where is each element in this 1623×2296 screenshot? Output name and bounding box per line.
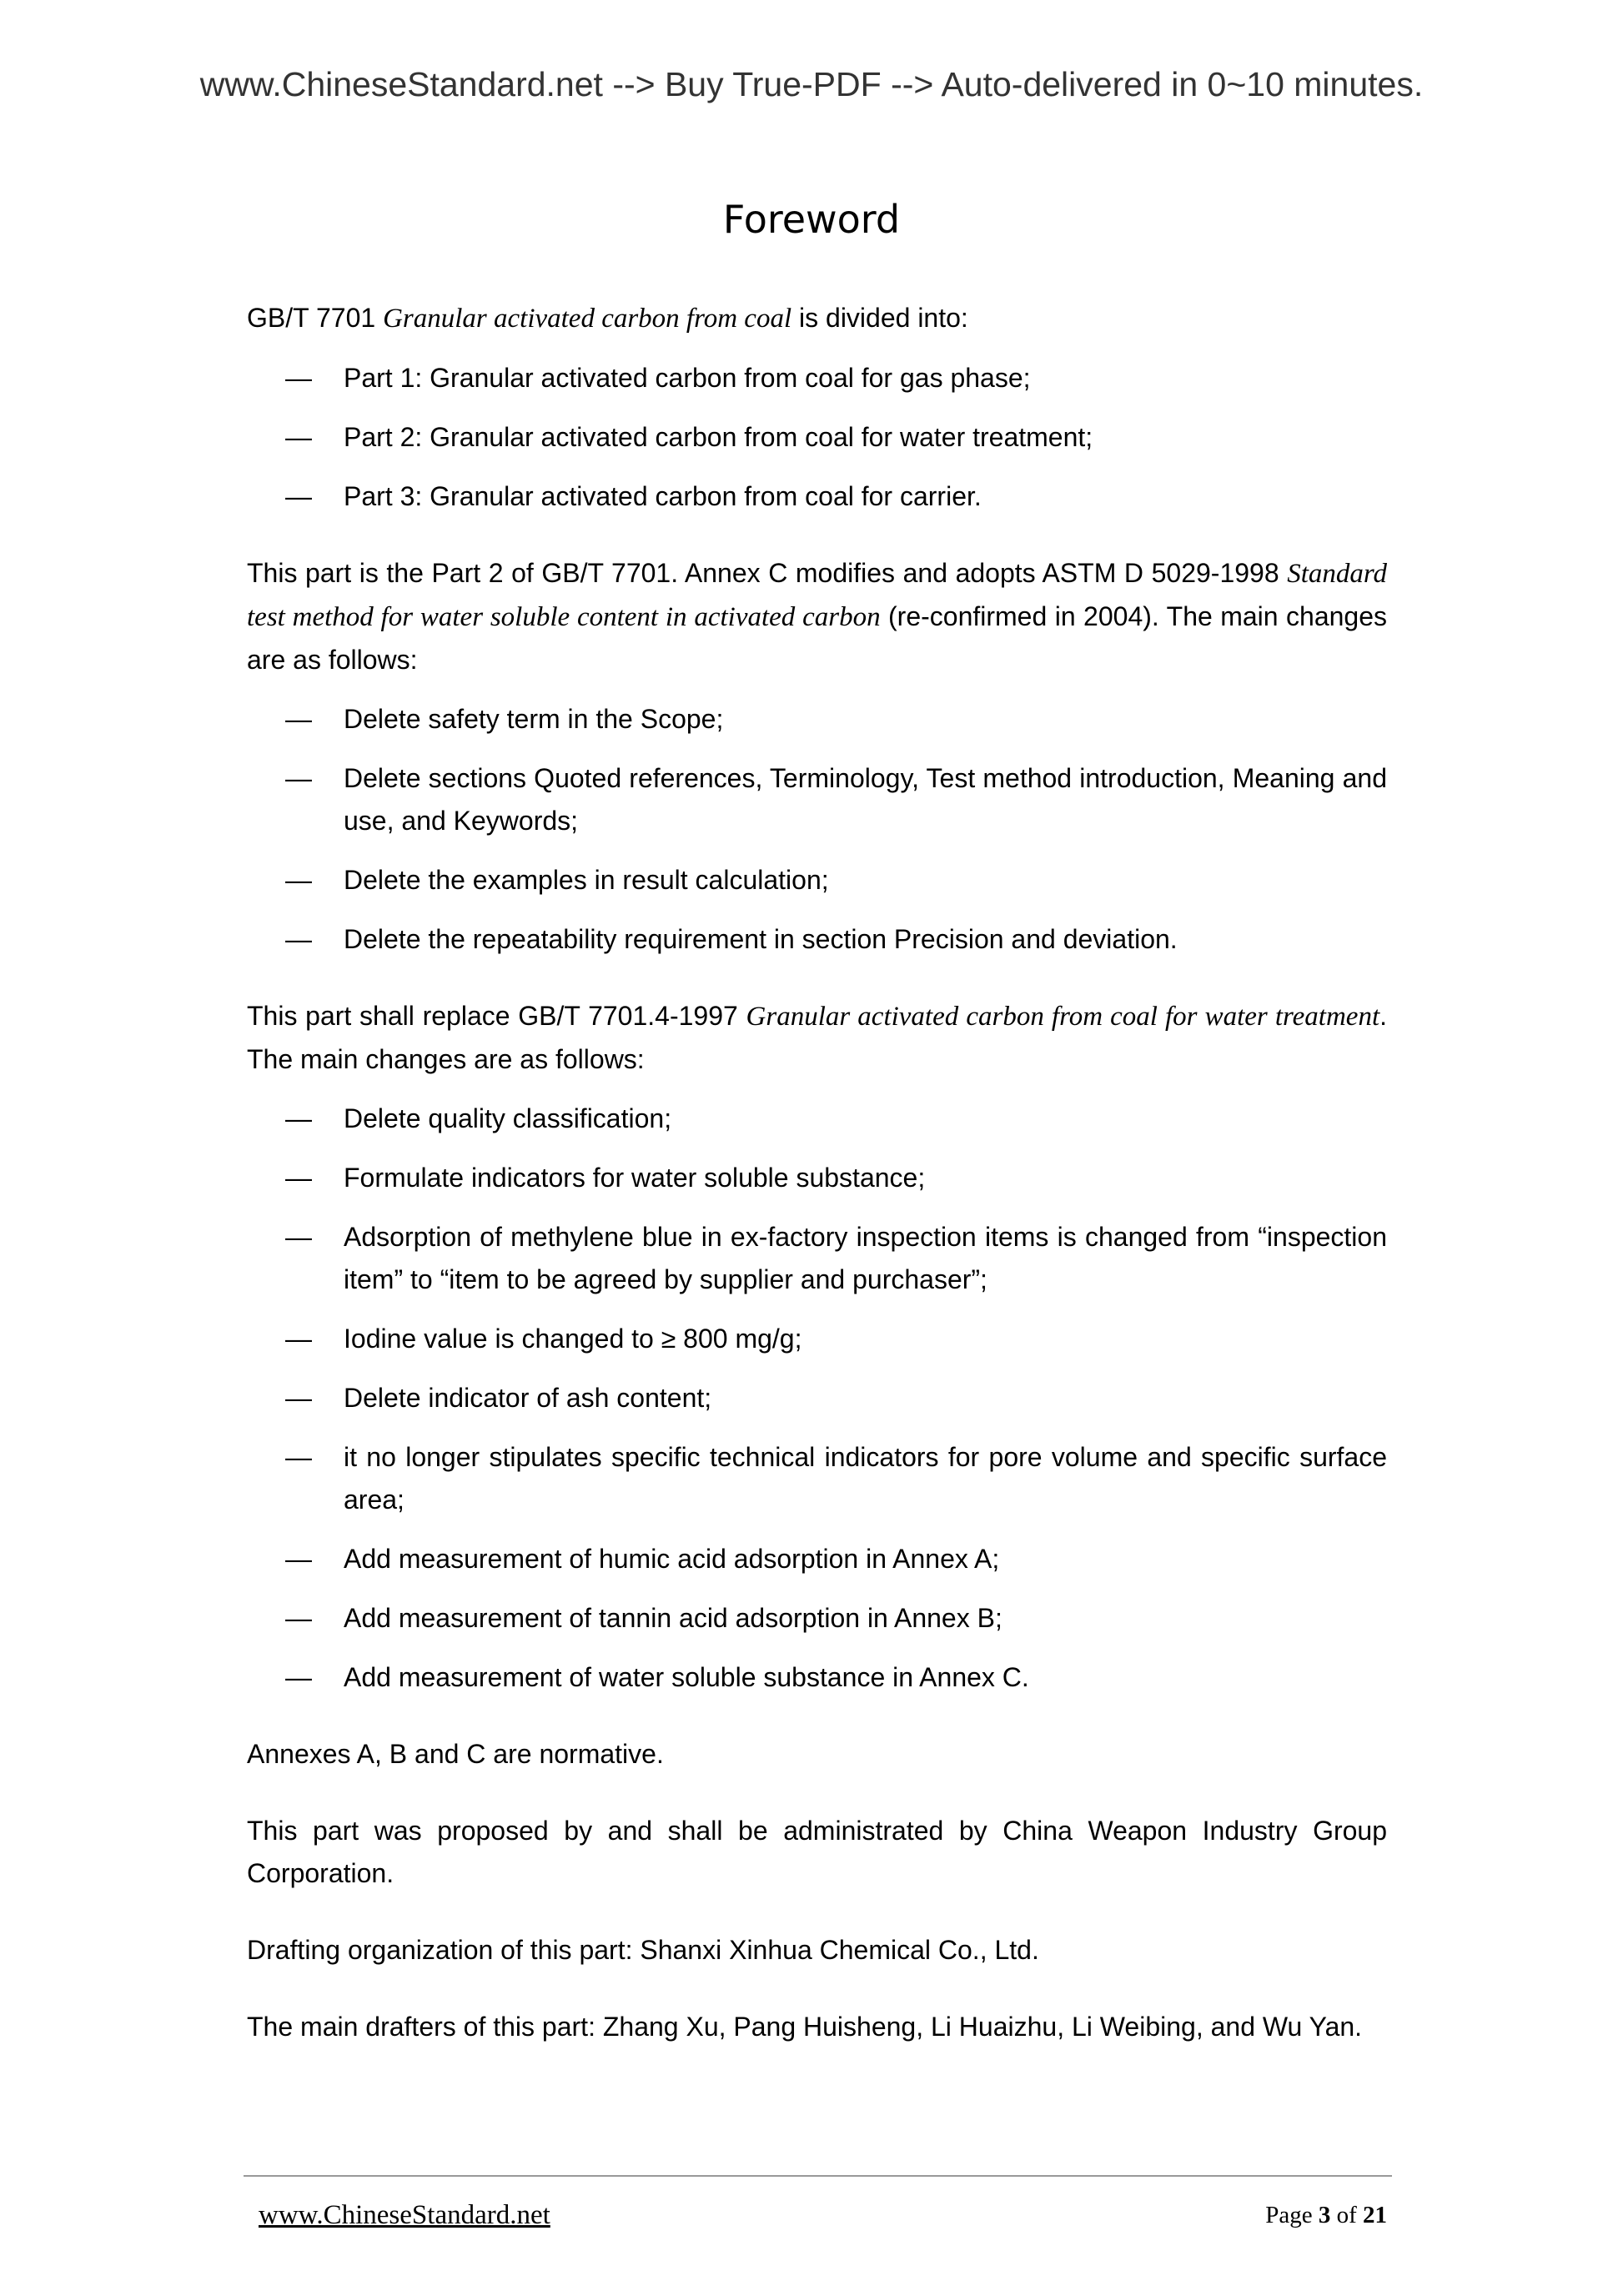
- list-item: [247, 1318, 1387, 1360]
- paragraph: [247, 297, 1387, 340]
- text-segment: Annexes A, B and C are normative.: [247, 1739, 664, 1769]
- list-item: [247, 918, 1387, 961]
- list-item-text: Iodine value is changed to ≥ 800 mg/g;: [344, 1324, 802, 1354]
- list-item: [247, 1377, 1387, 1419]
- dash-bullet: —: [285, 704, 312, 734]
- text-segment: (re-confirmed in 2004). The main changes are as follows:: [247, 601, 1388, 675]
- text-segment: The main drafters of this part: Zhang Xu, Pang Huisheng, Li Huaizhu, Li Weibing, and Wu Yan.: [247, 2012, 1363, 2042]
- text-segment: This part is the Part 2 of GB/T 7701. Annex C modifies and adopts ASTM D 5029-1998: [247, 558, 1288, 588]
- text-segment: GB/T 7701: [247, 303, 384, 333]
- text-segment: is divided into:: [791, 303, 968, 333]
- dash-bullet: —: [285, 1544, 312, 1574]
- dash-bullet: —: [285, 422, 312, 452]
- page-of: of: [1330, 2202, 1363, 2228]
- list-item-text: Delete safety term in the Scope;: [344, 704, 724, 734]
- dash-bullet: —: [285, 1662, 312, 1692]
- dash-bullet: —: [285, 1442, 312, 1472]
- list-item-text: Delete sections Quoted references, Terminology, Test method introduction, Meaning and use, and Keywords;: [344, 763, 1387, 836]
- list-item: [247, 859, 1387, 902]
- list-item: [247, 475, 1387, 518]
- list-item-text: Delete indicator of ash content;: [344, 1383, 712, 1413]
- list-item: [247, 1216, 1387, 1301]
- paragraph: [247, 995, 1387, 1081]
- page-number: [1265, 2202, 1387, 2229]
- paragraph: [247, 552, 1387, 681]
- dash-bullet: —: [285, 1163, 312, 1193]
- dash-bullet: —: [285, 763, 312, 793]
- dash-bullet: —: [285, 481, 312, 511]
- page-prefix: Page: [1265, 2202, 1319, 2228]
- dash-bullet: —: [285, 1222, 312, 1252]
- dash-bullet: —: [285, 1324, 312, 1354]
- list-item: [247, 1436, 1387, 1521]
- dash-bullet: —: [285, 363, 312, 393]
- page-title: Foreword: [722, 197, 901, 242]
- list-item-text: Adsorption of methylene blue in ex-factory inspection items is changed from “inspection item” to “item to be agreed by supplier and purchaser”;: [344, 1222, 1387, 1294]
- italic-title: Granular activated carbon from coal: [383, 304, 792, 334]
- text-segment: This part was proposed by and shall be administrated by China Weapon Industry Group Corporation.: [247, 1816, 1387, 1888]
- text-segment: Drafting organization of this part: Shanxi Xinhua Chemical Co., Ltd.: [247, 1935, 1039, 1965]
- dash-bullet: —: [285, 1603, 312, 1633]
- list-item-text: Part 3: Granular activated carbon from coal for carrier.: [344, 481, 982, 511]
- dash-list: [247, 357, 1387, 518]
- dash-bullet: —: [285, 1103, 312, 1133]
- paragraph: [247, 1733, 1387, 1776]
- paragraph: [247, 1810, 1387, 1895]
- list-item-text: Add measurement of tannin acid adsorption in Annex B;: [344, 1603, 1002, 1633]
- list-item: [247, 1098, 1387, 1140]
- text-segment: . The main changes are as follows:: [247, 1001, 1388, 1074]
- list-item-text: Part 1: Granular activated carbon from coal for gas phase;: [344, 363, 1031, 393]
- dash-list: [247, 1098, 1387, 1699]
- list-item: [247, 1656, 1387, 1699]
- list-item-text: Delete the repeatability requirement in section Precision and deviation.: [344, 924, 1178, 954]
- paragraph: [247, 2006, 1387, 2048]
- current-page: 3: [1318, 2202, 1331, 2228]
- text-segment: This part shall replace GB/T 7701.4-1997: [247, 1001, 746, 1031]
- document-body: [247, 297, 1387, 2082]
- dash-bullet: —: [285, 1383, 312, 1413]
- dash-bullet: —: [285, 924, 312, 954]
- total-pages: 21: [1363, 2202, 1387, 2228]
- list-item-text: Delete the examples in result calculation;: [344, 865, 829, 895]
- dash-bullet: —: [285, 865, 312, 895]
- list-item: [247, 1157, 1387, 1199]
- list-item: [247, 757, 1387, 842]
- italic-title: Standard test method for water soluble content in activated carbon: [247, 559, 1387, 632]
- list-item-text: it no longer stipulates specific technical indicators for pore volume and specific surface area;: [344, 1442, 1387, 1515]
- list-item-text: Part 2: Granular activated carbon from coal for water treatment;: [344, 422, 1093, 452]
- list-item: [247, 1597, 1387, 1640]
- list-item: [247, 357, 1387, 399]
- list-item: [247, 1538, 1387, 1580]
- header-banner: www.ChineseStandard.net --> Buy True-PDF --> Auto-delivered in 0~10 minutes.: [199, 65, 1424, 103]
- footer-divider: [244, 2175, 1392, 2177]
- footer-link[interactable]: www.ChineseStandard.net: [259, 2200, 550, 2230]
- list-item: [247, 416, 1387, 459]
- dash-list: [247, 698, 1387, 961]
- paragraph: [247, 1929, 1387, 1972]
- list-item-text: Formulate indicators for water soluble substance;: [344, 1163, 926, 1193]
- list-item-text: Add measurement of water soluble substance in Annex C.: [344, 1662, 1029, 1692]
- list-item-text: Delete quality classification;: [344, 1103, 672, 1133]
- list-item: [247, 698, 1387, 741]
- italic-title: Granular activated carbon from coal for water treatment: [746, 1002, 1380, 1032]
- list-item-text: Add measurement of humic acid adsorption in Annex A;: [344, 1544, 1000, 1574]
